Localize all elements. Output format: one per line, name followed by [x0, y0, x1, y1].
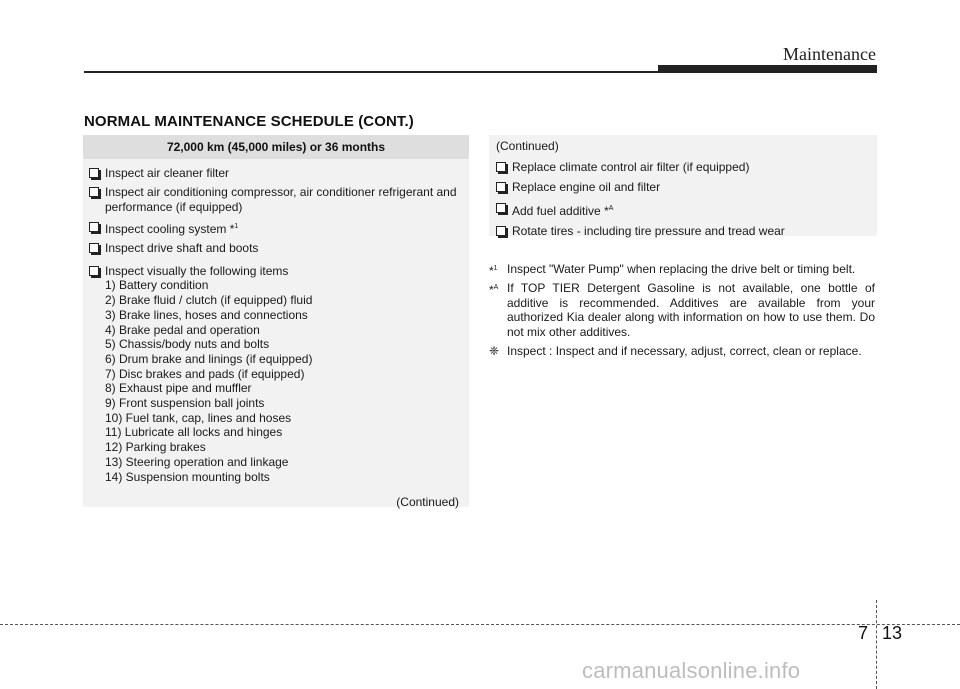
checkbox-icon — [89, 243, 99, 253]
right-item-list — [489, 160, 877, 240]
left-item-list — [83, 159, 469, 510]
checkbox-icon — [496, 162, 506, 172]
list-item — [496, 160, 870, 175]
sub-item: 8) Exhaust pipe and muffler — [105, 381, 252, 396]
asterisk-mark: * — [489, 283, 494, 298]
continued-label: (Continued) — [396, 495, 459, 510]
page-number: 13 — [882, 623, 903, 643]
item-text: Rotate tires - including tire pressure and tread wear — [512, 224, 785, 238]
sub-item-list — [105, 278, 463, 484]
continued-label: (Continued) — [496, 139, 559, 153]
item-text: Inspect air conditioning compressor, air conditioner refrigerant and performance (if equipped) — [105, 185, 457, 214]
section-title: NORMAL MAINTENANCE SCHEDULE (CONT.) — [84, 113, 414, 130]
interval-heading: 72,000 km (45,000 miles) or 36 months — [83, 135, 469, 159]
footnote-text: Inspect : Inspect and if necessary, adjust, correct, clean or replace. — [507, 343, 862, 358]
checkbox-icon — [89, 187, 99, 197]
footnote-mark — [489, 281, 498, 298]
footnote-sup: 1 — [493, 265, 498, 272]
schedule-panel-right — [489, 135, 877, 236]
footnote-marker: 1 — [234, 222, 239, 230]
sub-item: 13) Steering operation and linkage — [105, 454, 289, 469]
item-text: Inspect visually the following items — [105, 263, 289, 278]
footnote — [489, 281, 875, 339]
item-text: Add fuel additive * — [512, 203, 609, 218]
sub-item: 3) Brake lines, hoses and connections — [105, 307, 308, 322]
checkbox-icon — [89, 266, 99, 276]
list-item — [89, 241, 463, 256]
list-item — [89, 264, 463, 485]
list-item — [496, 201, 870, 219]
sub-item: 4) Brake pedal and operation — [105, 322, 260, 337]
sub-item: 1) Battery condition — [105, 278, 209, 293]
checkbox-icon — [496, 182, 506, 192]
watermark-text: carmanualsonline.info — [582, 658, 801, 683]
item-text: Inspect air cleaner filter — [105, 165, 230, 180]
sub-item: 9) Front suspension ball joints — [105, 396, 265, 411]
list-item — [89, 220, 463, 237]
item-text: Inspect cooling system * — [105, 221, 235, 236]
checkbox-icon — [496, 203, 506, 213]
sub-item: 2) Brake fluid / clutch (if equipped) fluid — [105, 293, 313, 308]
footnote — [489, 262, 875, 277]
header-rule-thin — [84, 71, 660, 73]
checkbox-icon — [89, 168, 99, 178]
page-header-title: Maintenance — [783, 44, 876, 64]
footer-dashed-divider — [876, 600, 877, 689]
checkbox-icon — [496, 226, 506, 236]
checkbox-icon — [89, 222, 99, 232]
footnote-sup: A — [493, 284, 499, 292]
footnotes — [489, 262, 875, 363]
header-rule-thick — [658, 65, 877, 73]
footnote-mark — [489, 344, 499, 359]
list-item — [496, 224, 870, 239]
footnote — [489, 344, 875, 359]
footer-dashed-line — [0, 624, 960, 625]
sub-item: 14) Suspension mounting bolts — [105, 469, 270, 484]
footnote-marker: A — [608, 204, 614, 212]
sub-item: 6) Drum brake and linings (if equipped) — [105, 351, 313, 366]
schedule-panel-left — [83, 135, 469, 510]
inspect-symbol-icon: ❈ — [489, 343, 500, 358]
sub-item: 5) Chassis/body nuts and bolts — [105, 337, 270, 352]
item-text: Replace engine oil and filter — [512, 180, 661, 194]
chapter-number: 7 — [858, 623, 869, 643]
list-item — [89, 166, 463, 181]
sub-item: 11) Lubricate all locks and hinges — [105, 425, 283, 440]
footnote-mark — [489, 262, 498, 279]
asterisk-mark: * — [489, 264, 494, 278]
footnote-text: If TOP TIER Detergent Gasoline is not available, one bottle of additive is recommended. Additives are available from your authorized Kia dealer along with information on how to use them. Do not mix other additives. — [507, 281, 875, 339]
sub-item: 10) Fuel tank, cap, lines and hoses — [105, 410, 292, 425]
sub-item: 7) Disc brakes and pads (if equipped) — [105, 366, 305, 381]
sub-item: 12) Parking brakes — [105, 440, 206, 455]
item-text: Inspect drive shaft and boots — [105, 241, 259, 255]
footnote-text: Inspect "Water Pump" when replacing the drive belt or timing belt. — [507, 262, 856, 276]
list-item — [496, 180, 870, 195]
item-text: Replace climate control air filter (if equipped) — [512, 159, 750, 174]
list-item — [89, 185, 463, 214]
